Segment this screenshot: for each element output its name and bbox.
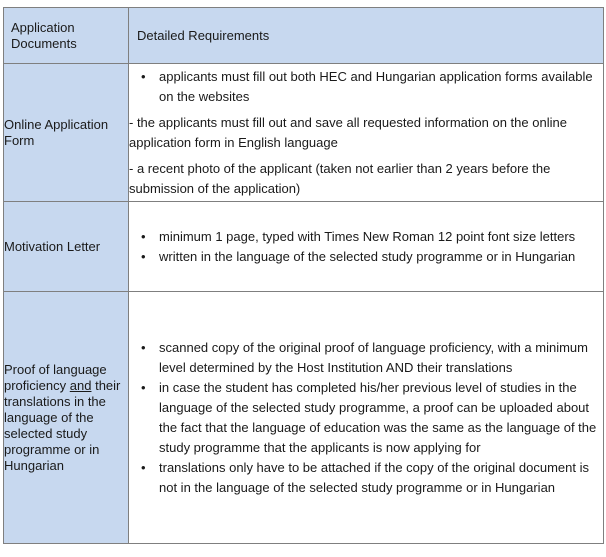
row-requirements-online-application-form	[129, 64, 604, 202]
table-row-motivation-letter	[4, 202, 604, 292]
row-label-online-application-form: Online Application Form	[4, 64, 129, 202]
header-detailed-requirements: Detailed Requirements	[129, 8, 604, 64]
label-text-underlined: and	[69, 377, 92, 393]
list-item: • minimum 1 page, typed with Times New Roman 12 point font size letters	[159, 227, 603, 247]
header-application-documents: Application Documents	[4, 8, 129, 64]
requirements-table	[3, 7, 604, 544]
list-item: • written in the language of the selected study programme or in Hungarian	[159, 247, 603, 267]
requirements-list	[129, 338, 603, 498]
requirement-paragraph: - a recent photo of the applicant (taken not earlier than 2 years before the submission of the application)	[129, 160, 551, 196]
table-row-online-application-form	[4, 64, 604, 202]
row-label-motivation-letter: Motivation Letter	[4, 202, 129, 292]
requirements-list	[129, 67, 603, 107]
row-label-proof-of-language	[4, 292, 129, 544]
list-item: • translations only have to be attached if the copy of the original document is not in the language of the selected study programme or in Hungarian	[159, 458, 603, 498]
row-requirements-proof-of-language	[129, 292, 604, 544]
row-requirements-motivation-letter	[129, 202, 604, 292]
label-text-after: their translations in the language of the selected study programme or in Hungarian	[4, 377, 121, 473]
list-item: • applicants must fill out both HEC and Hungarian application forms available on the websites	[159, 67, 603, 107]
table-header-row	[4, 8, 604, 64]
list-item: • in case the student has completed his/her previous level of studies in the language of the selected study programme, a proof can be uploaded about the fact that the language of education was the same as the language of the study programme that the applicants is now applying for	[159, 378, 603, 458]
list-item: • scanned copy of the original proof of language proficiency, with a minimum level determined by the Host Institution AND their translations	[159, 338, 603, 378]
label-text-before: Proof of language proficiency	[4, 361, 107, 393]
table-row-proof-of-language	[4, 292, 604, 544]
requirement-paragraph: - the applicants must fill out and save all requested information on the online application form in English language	[129, 114, 567, 150]
requirements-list	[129, 227, 603, 267]
